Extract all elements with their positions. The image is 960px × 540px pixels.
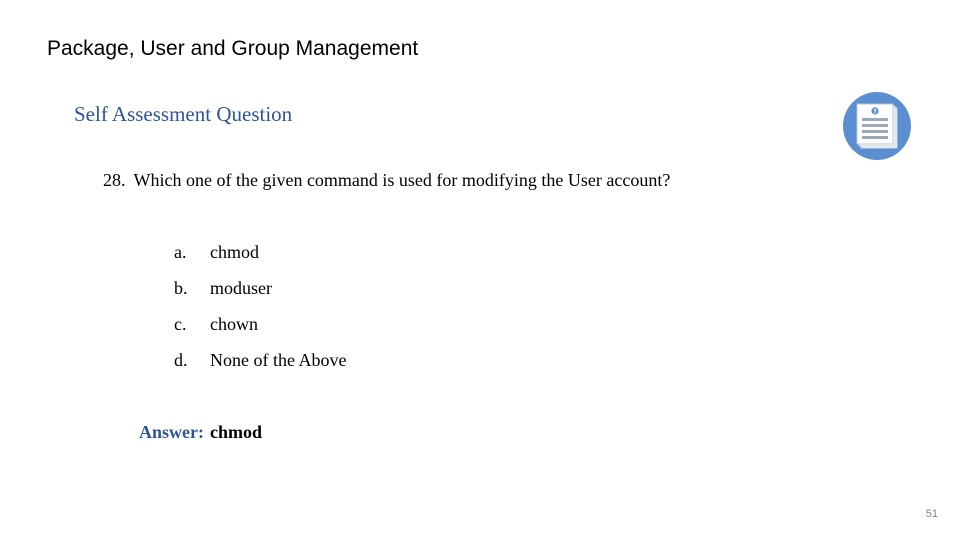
option-text: chmod <box>210 242 259 262</box>
answer <box>139 422 262 443</box>
option-d <box>174 349 346 385</box>
section-subtitle: Self Assessment Question <box>74 102 293 126</box>
option-letter: d. <box>174 350 188 370</box>
question-number: 28. <box>103 170 126 190</box>
option-c <box>174 313 346 349</box>
option-a <box>174 241 346 277</box>
question-text: Which one of the given command is used for modifying the User account? <box>133 170 671 190</box>
option-text: chown <box>210 314 258 334</box>
option-letter: c. <box>174 314 187 334</box>
slide-title: Package, User and Group Management <box>47 37 419 60</box>
option-text: moduser <box>210 278 272 298</box>
svg-text:?: ? <box>873 108 877 116</box>
quiz-document-icon <box>843 92 911 160</box>
answer-options <box>174 241 346 385</box>
answer-label: Answer: <box>139 422 204 442</box>
question <box>103 170 670 191</box>
option-text: None of the Above <box>210 350 347 370</box>
option-b <box>174 277 346 313</box>
answer-value: chmod <box>210 422 263 442</box>
option-letter: b. <box>174 278 188 298</box>
option-letter: a. <box>174 242 187 262</box>
page-number: 51 <box>925 508 938 520</box>
